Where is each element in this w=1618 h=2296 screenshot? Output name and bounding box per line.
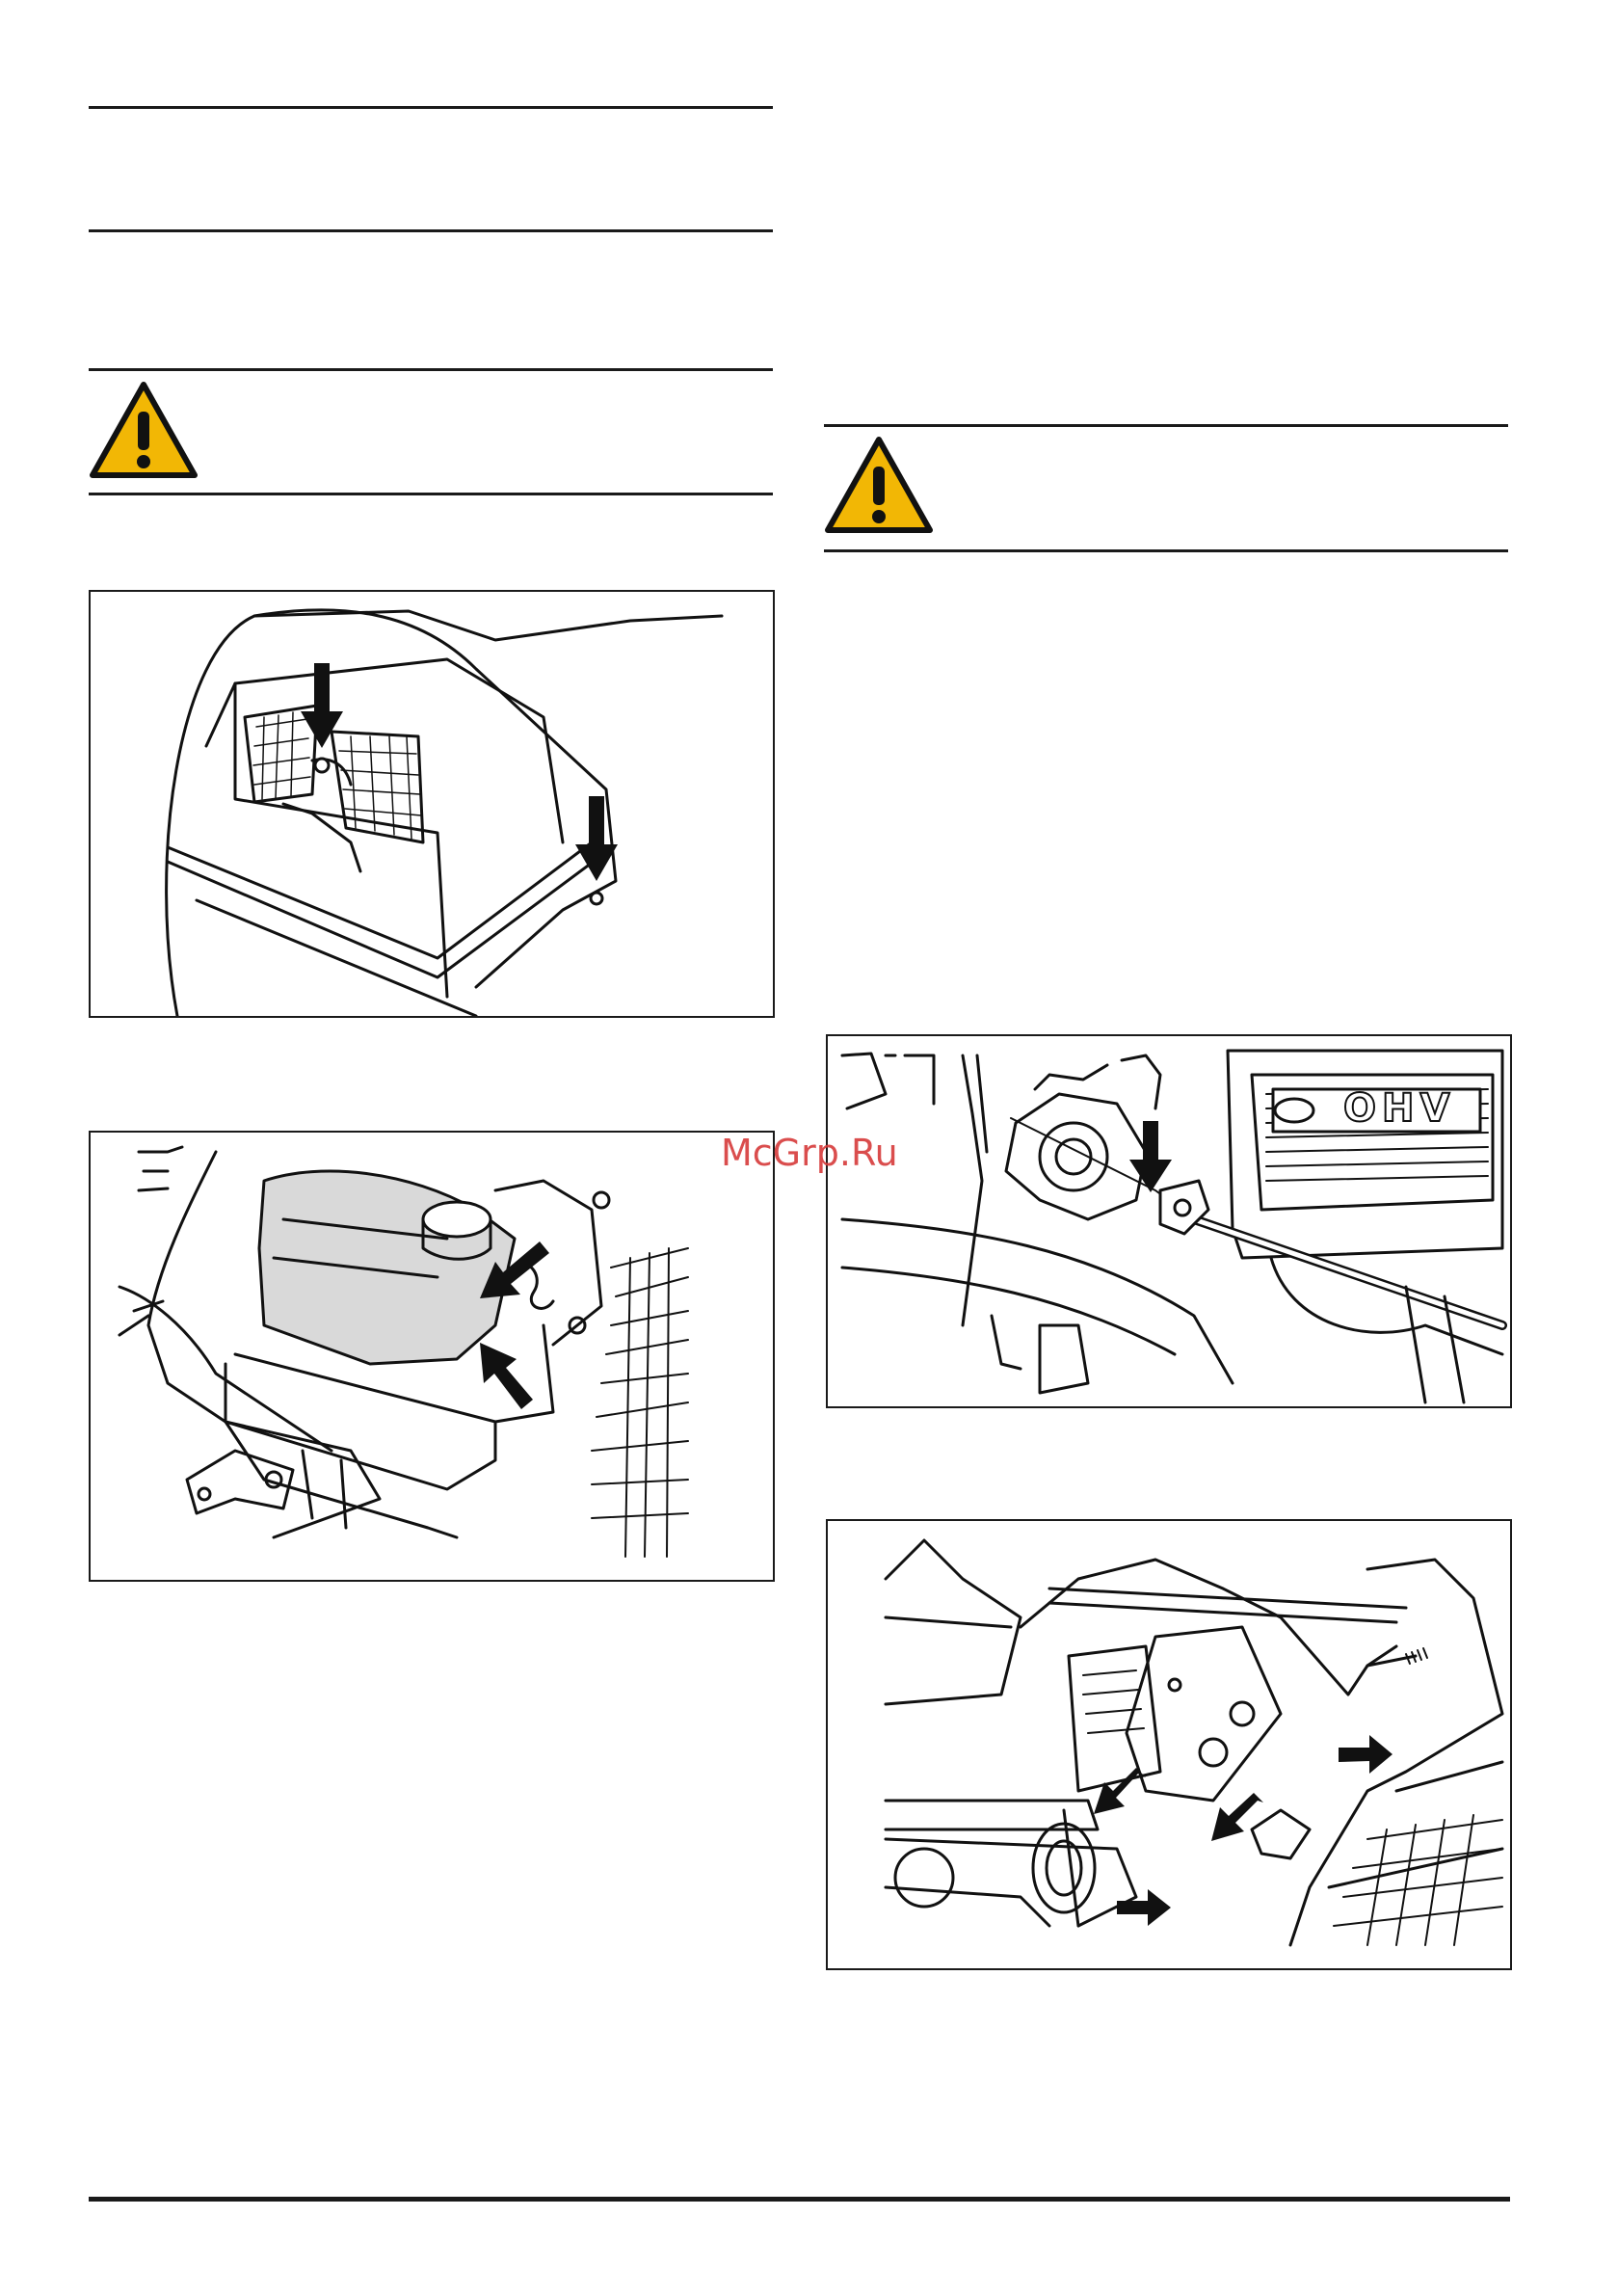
left-rule-2 xyxy=(89,229,773,232)
right-rule-1 xyxy=(824,424,1508,427)
left-rule-1 xyxy=(89,106,773,109)
watermark-text: McGrp.Ru xyxy=(721,1132,898,1174)
left-rule-3 xyxy=(89,368,773,371)
footer-rule xyxy=(89,2197,1510,2202)
figure-fuel-tank xyxy=(89,1131,775,1582)
warning-icon xyxy=(824,436,934,534)
warning-icon xyxy=(89,381,199,479)
black-arrow-icon xyxy=(91,592,775,1018)
black-arrow-icon xyxy=(828,1521,1512,1970)
figure-engine-hood xyxy=(89,590,775,1018)
left-rule-4 xyxy=(89,493,773,495)
black-arrow-icon xyxy=(91,1133,775,1582)
right-rule-2 xyxy=(824,549,1508,552)
engine-ohv-label: OHV xyxy=(1343,1086,1456,1131)
figure-engine-cable xyxy=(826,1034,1512,1408)
figure-control-linkage xyxy=(826,1519,1512,1970)
